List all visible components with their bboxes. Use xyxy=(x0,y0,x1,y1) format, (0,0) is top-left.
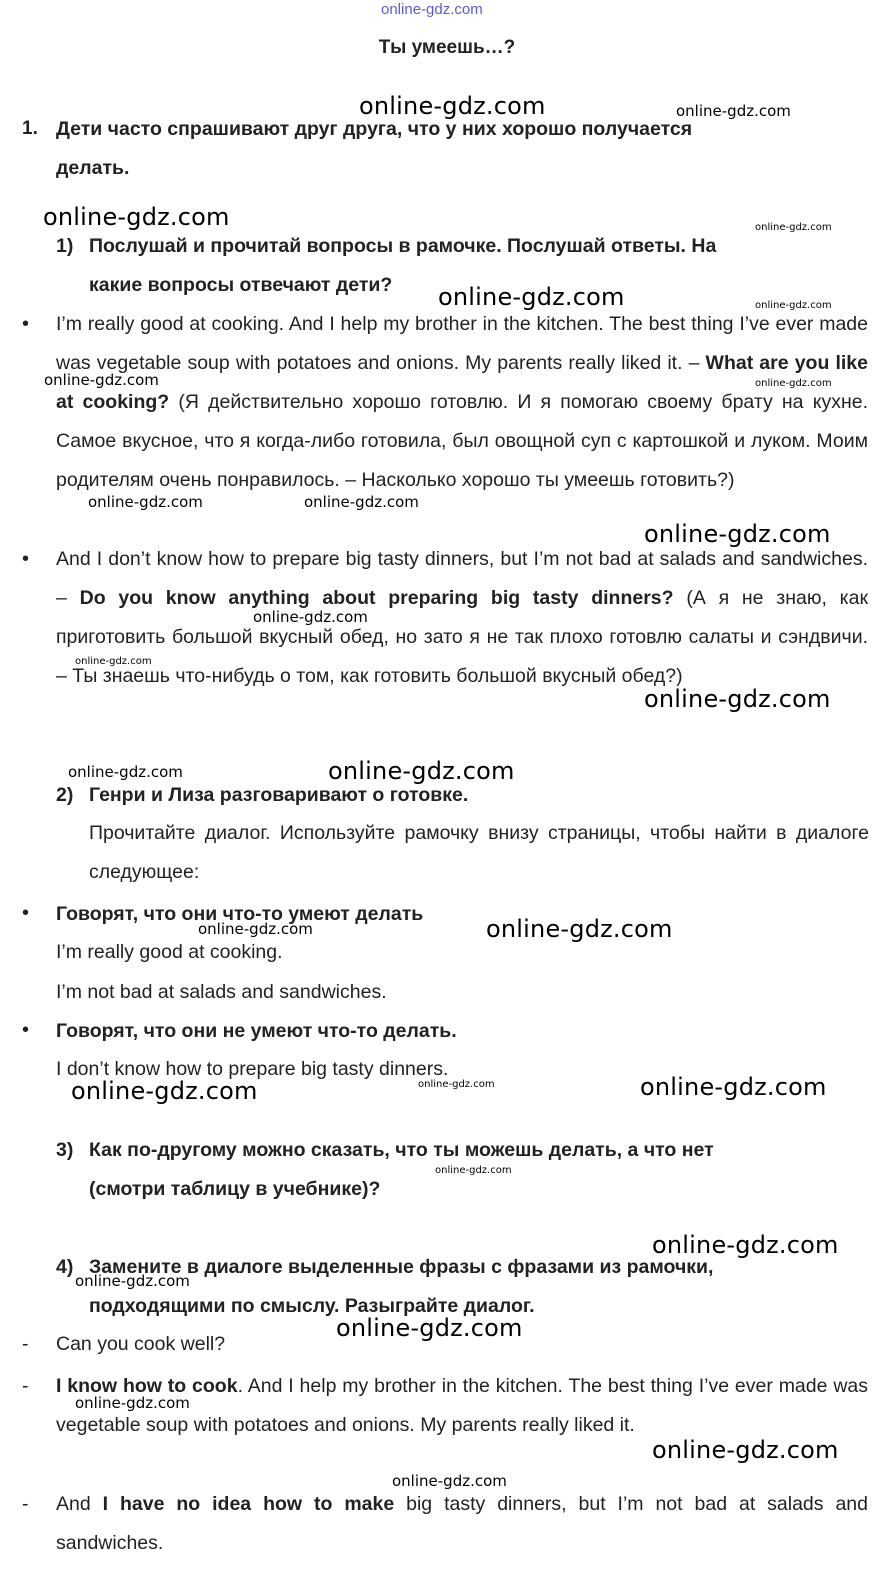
watermark: online-gdz.com xyxy=(71,1077,258,1105)
answer-b-text: And I don’t know how to prepare big tasty dinners, but I’m not bad at salads and sandwiches. – xyxy=(56,548,868,609)
watermark: online-gdz.com xyxy=(328,757,515,785)
task4-number: 4) xyxy=(56,1256,74,1278)
watermark: online-gdz.com xyxy=(75,1272,190,1290)
answer-a-translation: (Я действительно хорошо готовлю. И я помогаю своему брату на кухне. Самое вкусное, что я когда-либо готовила, был овощной суп с картошкой и луком. Моим родителям очень понравилось. – Насколько хорошо ты умеешь готовить?) xyxy=(56,391,868,491)
watermark: online-gdz.com xyxy=(755,378,832,389)
task2-number: 2) xyxy=(56,784,74,806)
dialogue-line1: Can you cook well? xyxy=(56,1333,226,1355)
answer-b-translation: (А я не знаю, как приготовить большой вкусный обед, но зато я не так плохо готовлю салаты и сэндвичи. – Ты знаешь что-нибудь о том, как готовить большой вкусный обед?) xyxy=(56,587,868,687)
dialogue-dash: - xyxy=(22,1493,29,1515)
watermark: online-gdz.com xyxy=(644,685,831,713)
task3-number: 3) xyxy=(56,1139,74,1161)
dialogue-line2-highlight: I know how to cook xyxy=(56,1375,238,1397)
dialogue-line3-pre: And xyxy=(56,1493,103,1515)
dialogue-line3-text: big tasty dinners, but I’m not bad at salads and sandwiches. xyxy=(56,1493,868,1554)
task4-line1: Замените в диалоге выделенные фразы с фразами из рамочки, xyxy=(89,1256,714,1278)
exercise-heading-line1: Дети часто спрашивают друг друга, что у них хорошо получается xyxy=(56,118,693,140)
watermark: online-gdz.com xyxy=(75,656,152,667)
watermark: online-gdz.com xyxy=(359,92,546,120)
watermark: online-gdz.com xyxy=(253,608,368,626)
bullet-c-example1: I’m really good at cooking. xyxy=(56,941,283,963)
watermark: online-gdz.com xyxy=(652,1436,839,1464)
watermark: online-gdz.com xyxy=(676,102,791,120)
watermark: online-gdz.com xyxy=(435,1165,512,1176)
watermark: online-gdz.com xyxy=(652,1231,839,1259)
task3-line1: Как по-другому можно сказать, что ты можешь делать, а что нет xyxy=(89,1139,714,1161)
watermark: online-gdz.com xyxy=(438,283,625,311)
answer-b-question: Do you know anything about preparing big tasty dinners? xyxy=(79,587,674,609)
bullet-marker: • xyxy=(22,313,30,335)
watermark: online-gdz.com xyxy=(755,222,832,233)
watermark: online-gdz.com xyxy=(75,1394,190,1412)
dialogue-dash: - xyxy=(22,1375,29,1397)
page-title: Ты умеешь…? xyxy=(378,37,516,58)
watermark: online-gdz.com xyxy=(336,1314,523,1342)
watermark: online-gdz.com xyxy=(68,763,183,781)
answer-paragraph-a xyxy=(56,305,868,500)
bullet-c-example2: I’m not bad at salads and sandwiches. xyxy=(56,981,387,1003)
watermark: online-gdz.com xyxy=(88,493,203,511)
watermark: online-gdz.com xyxy=(755,300,832,311)
dialogue-line3-highlight: I have no idea how to make xyxy=(102,1493,395,1515)
task2-instruction: Прочитайте диалог. Используйте рамочку внизу страницы, чтобы найти в диалоге следующее: xyxy=(89,822,869,883)
watermark: online-gdz.com xyxy=(644,520,831,548)
dialogue-dash: - xyxy=(22,1333,29,1355)
bullet-d-example1: I don’t know how to prepare big tasty dinners. xyxy=(56,1058,449,1080)
watermark: online-gdz.com xyxy=(640,1073,827,1101)
watermark: online-gdz.com xyxy=(486,915,673,943)
task3-line2: (смотри таблицу в учебнике)? xyxy=(89,1178,381,1200)
header-watermark: online-gdz.com xyxy=(381,1,483,18)
task1-line1: Послушай и прочитай вопросы в рамочке. Послушай ответы. На xyxy=(89,235,717,257)
watermark: online-gdz.com xyxy=(43,203,230,231)
watermark: online-gdz.com xyxy=(198,920,313,938)
bullet-marker: • xyxy=(22,548,30,570)
answer-a-question: What are you like at cooking? xyxy=(56,352,868,413)
bullet-marker: • xyxy=(22,1019,30,1041)
bullet-c-heading: Говорят, что они что-то умеют делать xyxy=(56,903,424,925)
watermark: online-gdz.com xyxy=(392,1472,507,1490)
dialogue-line2-text: . And I help my brother in the kitchen. The best thing I’ve ever made was vegetable soup with potatoes and onions. My parents really liked it. xyxy=(56,1375,868,1436)
bullet-marker: • xyxy=(22,902,30,924)
answer-paragraph-b xyxy=(56,540,868,696)
task4-line2: подходящими по смыслу. Разыграйте диалог. xyxy=(89,1295,535,1317)
task1-number: 1) xyxy=(56,235,74,257)
task1-line2: какие вопросы отвечают дети? xyxy=(89,274,393,296)
bullet-d-heading: Говорят, что они не умеют что-то делать. xyxy=(56,1020,457,1042)
watermark: online-gdz.com xyxy=(418,1079,495,1090)
watermark: online-gdz.com xyxy=(304,493,419,511)
task2-heading: Генри и Лиза разговаривают о готовке. xyxy=(89,784,469,806)
dialogue-line3 xyxy=(56,1485,868,1563)
exercise-number: 1. xyxy=(22,118,38,139)
exercise-heading-line2: делать. xyxy=(56,157,130,179)
answer-a-text: I’m really good at cooking. And I help my brother in the kitchen. The best thing I’ve ever made was vegetable soup with potatoes and onions. My parents really liked it. – xyxy=(56,313,868,374)
watermark: online-gdz.com xyxy=(44,371,159,389)
